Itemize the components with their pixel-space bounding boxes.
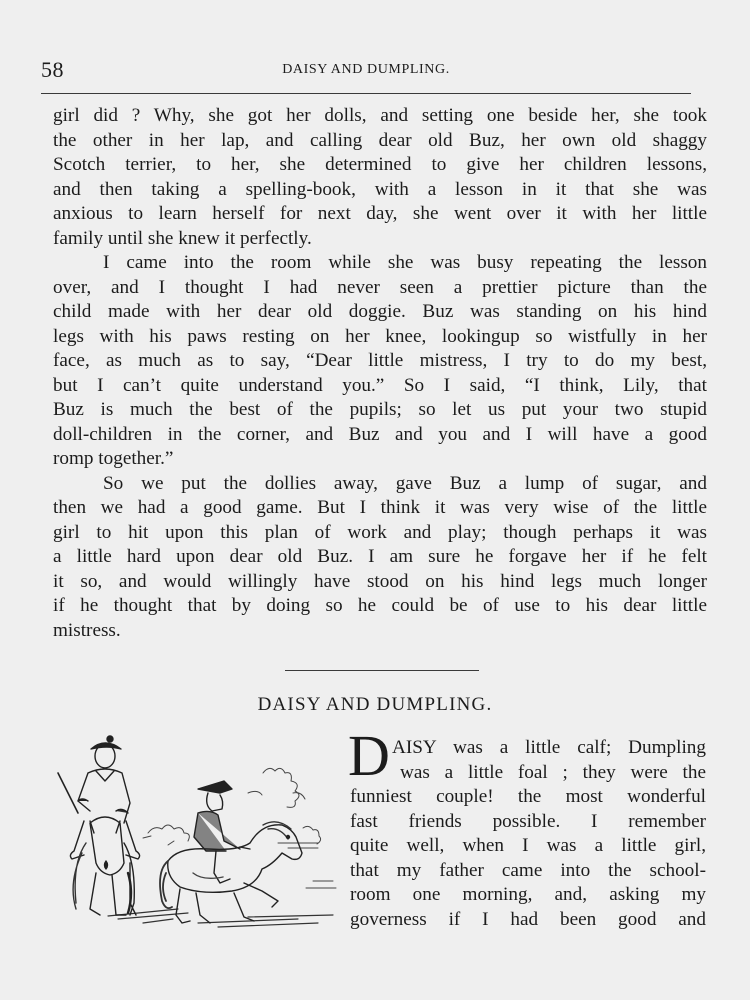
background-foliage xyxy=(143,768,336,888)
text-line: the other in her lap, and calling dear old Buz, her own old shaggy xyxy=(53,129,707,151)
text-line: was a little foal ; they were the xyxy=(400,761,706,783)
text-line: face, as much as to say, “Dear little mistress, I try to do my best, xyxy=(53,350,707,371)
right-pony xyxy=(160,822,302,923)
text-line: fast friends possible. I remember xyxy=(350,810,706,832)
drop-cap: D xyxy=(348,723,390,788)
section-divider-rule xyxy=(285,670,479,671)
text-line: that my father came into the school- xyxy=(350,859,706,881)
text-line: over, and I thought I had never seen a prettier picture than the xyxy=(53,276,707,298)
text-line: legs with his paws resting on her knee, lookingup so wistfully in her xyxy=(53,325,707,347)
text-line: it so, and would willingly have stood on his hind legs much longer xyxy=(53,570,707,592)
text-line: then we had a good game. But I think it was very wise of the little xyxy=(53,497,707,518)
text-line: governess if I had been good and xyxy=(350,908,706,930)
text-line: child made with her dear old doggie. Buz was standing on his hind xyxy=(53,301,707,322)
text-line: if he thought that by doing so he could be of use to his dear little xyxy=(53,595,707,616)
text-line: Scotch terrier, to her, she determined to give her children lessons, xyxy=(53,154,707,175)
previous-story-text xyxy=(53,104,707,643)
text-line: quite well, when I was a little girl, xyxy=(350,835,706,856)
right-rider xyxy=(194,781,250,883)
text-line: a little hard upon dear old Buz. I am sure he forgave her if he felt xyxy=(53,546,707,567)
text-line: doll-children in the corner, and Buz and you and I will have a good xyxy=(53,423,707,445)
text-line: family until she knew it perfectly. xyxy=(53,227,312,249)
running-head xyxy=(41,55,691,85)
new-story-text xyxy=(350,736,706,932)
text-line: romp together.” xyxy=(53,448,174,469)
text-line: funniest couple! the most wonderful xyxy=(350,786,706,807)
illustration-children-on-ponies xyxy=(48,733,340,943)
text-line: mistress. xyxy=(53,619,121,641)
left-pony xyxy=(73,817,136,915)
story-title: DAISY AND DUMPLING. xyxy=(257,694,493,715)
text-line: Buz is much the best of the pupils; so let us put your two stupid xyxy=(53,399,707,420)
header-rule xyxy=(41,93,691,94)
text-line: I came into the room while she was busy repeating the lesson xyxy=(103,252,707,273)
text-line: anxious to learn herself for next day, she went over it with her little xyxy=(53,203,707,224)
left-rider xyxy=(58,736,140,859)
text-line: but I can’t quite understand you.” So I said, “I think, Lily, that xyxy=(53,374,707,396)
text-line: room one morning, and, asking my xyxy=(350,884,706,905)
text-line: girl did ? Why, she got her dolls, and setting one beside her, she took xyxy=(53,105,707,126)
page-number: 58 xyxy=(41,57,64,82)
ground-shadow xyxy=(108,909,333,927)
text-line: and then taking a spelling-book, with a lesson in it that she was xyxy=(53,178,707,200)
text-line: AISY was a little calf; Dumpling xyxy=(392,737,706,758)
text-line: girl to hit upon this plan of work and play; though perhaps it was xyxy=(53,521,707,543)
running-title: DAISY AND DUMPLING. xyxy=(282,62,450,77)
text-line: So we put the dollies away, gave Buz a lump of sugar, and xyxy=(103,472,707,494)
